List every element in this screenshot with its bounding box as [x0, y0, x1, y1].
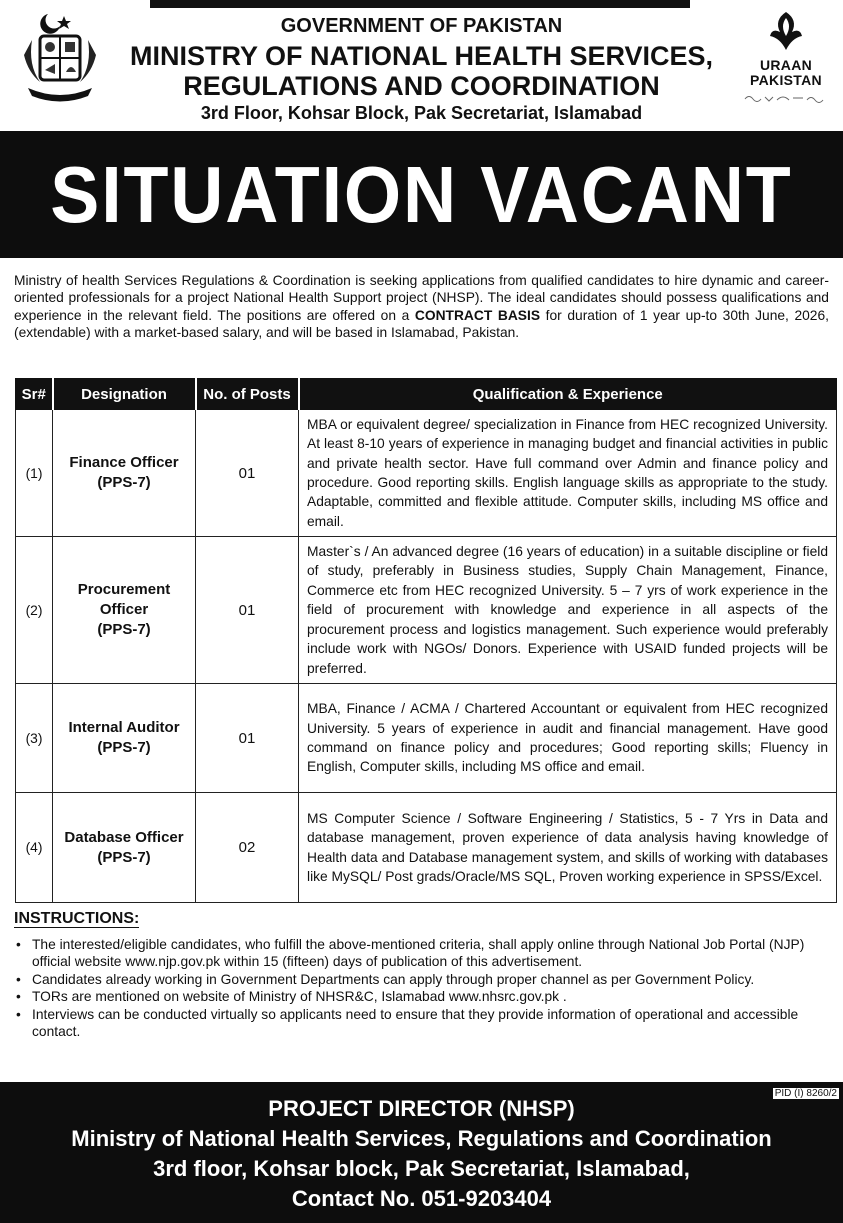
row-qualification: MS Computer Science / Software Engineering / Statistics, 5 - 7 Yrs in Data and database management, proven experience of data analysis having knowledge of Health data and Database management system, and skills of working with databases like MySQL/ Post grads/Oracle/MS SQL, Proven working experience in SPSS/Excel. [299, 793, 837, 903]
list-item [14, 971, 834, 988]
row-posts: 01 [196, 684, 299, 793]
row-designation [53, 684, 196, 793]
bullet-icon: • [16, 937, 21, 952]
instructions-title-text: INSTRUCTIONS: [14, 910, 140, 927]
uraan-tagline-script [741, 93, 831, 103]
designation-title: Internal Auditor [68, 719, 180, 736]
row-sr: (1) [16, 410, 53, 537]
designation-scale: (PPS-7) [97, 621, 151, 638]
intro-contract-basis: CONTRACT BASIS [414, 307, 541, 323]
uraan-name-line1: URAAN [759, 57, 813, 73]
designation-scale: (PPS-7) [97, 739, 151, 756]
header-posts: No. of Posts [196, 379, 299, 410]
table-row [16, 410, 837, 537]
header-qualification: Qualification & Experience [299, 379, 837, 410]
footer-designation: PROJECT DIRECTOR (NHSP) [268, 1096, 575, 1121]
designation-scale: (PPS-7) [97, 848, 151, 866]
table-row [16, 793, 837, 903]
ministry-title-line1: MINISTRY OF NATIONAL HEALTH SERVICES, [129, 41, 714, 71]
ministry-title-line2: REGULATIONS AND COORDINATION [183, 71, 660, 101]
bullet-icon: • [16, 1006, 21, 1022]
ministry-title [0, 41, 843, 101]
pid-number: PID (I) 8260/2 [774, 1088, 837, 1099]
list-item [14, 936, 834, 971]
situation-vacant-banner [0, 131, 843, 258]
row-designation [53, 793, 196, 903]
uraan-pakistan-logo [738, 10, 834, 110]
designation-scale: (PPS-7) [97, 474, 151, 491]
row-sr: (2) [16, 537, 53, 684]
intro-paragraph [14, 272, 829, 342]
row-posts: 02 [196, 793, 299, 903]
footer-ministry: Ministry of National Health Services, Regulations and Coordination [71, 1126, 772, 1151]
intro-text-part2: for duration of 1 year up-to 30th June, 2026, (extendable) with a market-based salary, and will be based in Islamabad, Pakistan. [14, 307, 829, 341]
designation-title: Database Officer [64, 828, 184, 846]
footer-contact-block [0, 1082, 843, 1223]
banner-title: SITUATION VACANT [50, 150, 793, 239]
row-designation [53, 410, 196, 537]
header-sr: Sr# [16, 379, 53, 410]
row-sr: (3) [16, 684, 53, 793]
uraan-name-line2: PAKISTAN [750, 72, 822, 88]
table-row [16, 684, 837, 793]
instruction-text: Candidates already working in Government Departments can apply through proper channel as per Government Policy. [32, 971, 755, 987]
uraan-pakistan-logo-icon [766, 10, 806, 54]
header-designation: Designation [53, 379, 196, 410]
bullet-icon: • [16, 971, 21, 987]
instruction-text: Interviews can be conducted virtually so applicants need to ensure that they provide information of operational and accessible contact. [32, 1006, 799, 1040]
row-qualification: Master`s / An advanced degree (16 years of education) in a suitable discipline or field of study, preferably in Business studies, Supply Chain Management, Finance, Commerce etc from HEC recognized University. 5 – 7 yrs of work experience in the field of procurement with knowledge and experience in all aspects of the procurement process and logistics management. Such experience would preferably include work with NGOs/ Donors. Experience with USAID funded projects will be preferred. [299, 537, 837, 684]
footer-contact-number: Contact No. 051-9203404 [291, 1186, 552, 1211]
instruction-text: The interested/eligible candidates, who fulfill the above-mentioned criteria, shall apply online through National Job Portal (NJP) official website www.njp.gov.pk within 15 (fifteen) days of publication of this advertisement. [32, 937, 805, 970]
designation-title: Procurement Officer [77, 581, 171, 618]
row-sr: (4) [16, 793, 53, 903]
list-item [14, 1006, 834, 1041]
instructions-title [14, 910, 139, 928]
row-qualification: MBA or equivalent degree/ specialization in Finance from HEC recognized University. At least 8-10 years of experience in managing budget and financial activities in public and private health sector. Have full command over Admin and finance policy and procedure. Good reporting skills. English language skills as appropriate to the study. Adaptable, committed and flexible attitude. Computer skills, including MS office and email. [299, 410, 837, 537]
footer-address: 3rd floor, Kohsar block, Pak Secretariat, Islamabad, [153, 1156, 690, 1181]
designation-title: Finance Officer [69, 454, 179, 471]
intro-text-part1: Ministry of health Services Regulations & Coordination is seeking applications from qualified candidates to hire dynamic and career-oriented professionals for a project National Health Support project (NHSP). The ideal candidates should possess qualifications and experience in the relevant field. The positions are offered on a [14, 273, 829, 323]
row-designation [53, 537, 196, 684]
instruction-text: TORs are mentioned on website of Ministry of NHSR&C, Islamabad www.nhsrc.gov.pk . [32, 989, 567, 1005]
instructions-list [14, 936, 834, 1040]
ministry-address: 3rd Floor, Kohsar Block, Pak Secretariat, Islamabad [200, 103, 643, 123]
positions-table [15, 378, 837, 903]
government-title: GOVERNMENT OF PAKISTAN [280, 15, 563, 37]
row-posts: 01 [196, 410, 299, 537]
list-item [14, 988, 834, 1005]
header [0, 0, 843, 130]
row-qualification: MBA, Finance / ACMA / Chartered Accountant or equivalent from HEC recognized University. 5 years of experience in audit and financial management. Have good command on finance policy and procedures; Good reporting skills; Fluency in English, Computer skills, including MS office and email. [299, 684, 837, 793]
row-posts: 01 [196, 537, 299, 684]
table-row [16, 537, 837, 684]
bullet-icon: • [16, 989, 21, 1005]
table-header-row [16, 379, 837, 410]
